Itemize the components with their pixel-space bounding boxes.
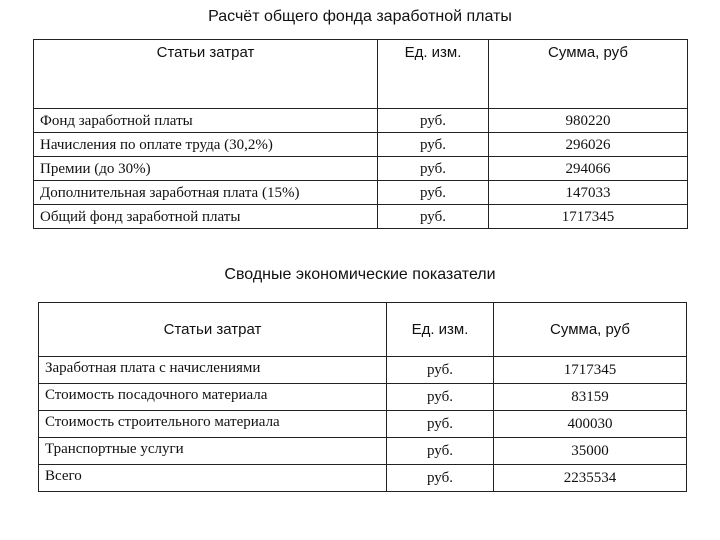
table-row [39,384,687,411]
row-unit: руб. [378,205,489,229]
table-row [39,411,687,438]
row-unit: руб. [378,133,489,157]
payroll-fund-title: Расчёт общего фонда заработной платы [208,8,512,25]
table-row [34,157,688,181]
row-unit: руб. [387,438,494,465]
table-row [39,438,687,465]
row-sum: 1717345 [489,205,688,229]
table-row [39,357,687,384]
row-unit: руб. [378,181,489,205]
row-item: Фонд заработной платы [34,109,378,133]
row-unit: руб. [378,109,489,133]
row-sum: 2235534 [494,465,687,492]
row-sum: 147033 [489,181,688,205]
row-sum: 296026 [489,133,688,157]
column-header-sum: Сумма, руб [489,40,688,109]
row-unit: руб. [387,465,494,492]
table-header-row [39,303,687,357]
row-sum: 83159 [494,384,687,411]
column-header-items: Статьи затрат [39,303,387,357]
row-item: Всего [39,465,387,492]
table-header-row [34,40,688,109]
row-item: Дополнительная заработная плата (15%) [34,181,378,205]
column-header-unit: Ед. изм. [378,40,489,109]
table-row [34,181,688,205]
summary-indicators-table [38,302,687,492]
column-header-unit: Ед. изм. [387,303,494,357]
row-item: Начисления по оплате труда (30,2%) [34,133,378,157]
row-item: Стоимость строительного материала [39,411,387,438]
row-item: Заработная плата с начислениями [39,357,387,384]
row-item: Премии (до 30%) [34,157,378,181]
row-item: Транспортные услуги [39,438,387,465]
table-row [34,109,688,133]
row-unit: руб. [387,384,494,411]
row-item: Общий фонд заработной платы [34,205,378,229]
row-sum: 400030 [494,411,687,438]
row-unit: руб. [378,157,489,181]
row-item: Стоимость посадочного материала [39,384,387,411]
table-row [39,465,687,492]
row-unit: руб. [387,357,494,384]
column-header-sum: Сумма, руб [494,303,687,357]
row-unit: руб. [387,411,494,438]
payroll-fund-table [33,39,688,229]
table-row [34,133,688,157]
row-sum: 294066 [489,157,688,181]
column-header-items: Статьи затрат [34,40,378,109]
row-sum: 35000 [494,438,687,465]
row-sum: 980220 [489,109,688,133]
row-sum: 1717345 [494,357,687,384]
table-row [34,205,688,229]
summary-indicators-title: Сводные экономические показатели [224,266,496,283]
